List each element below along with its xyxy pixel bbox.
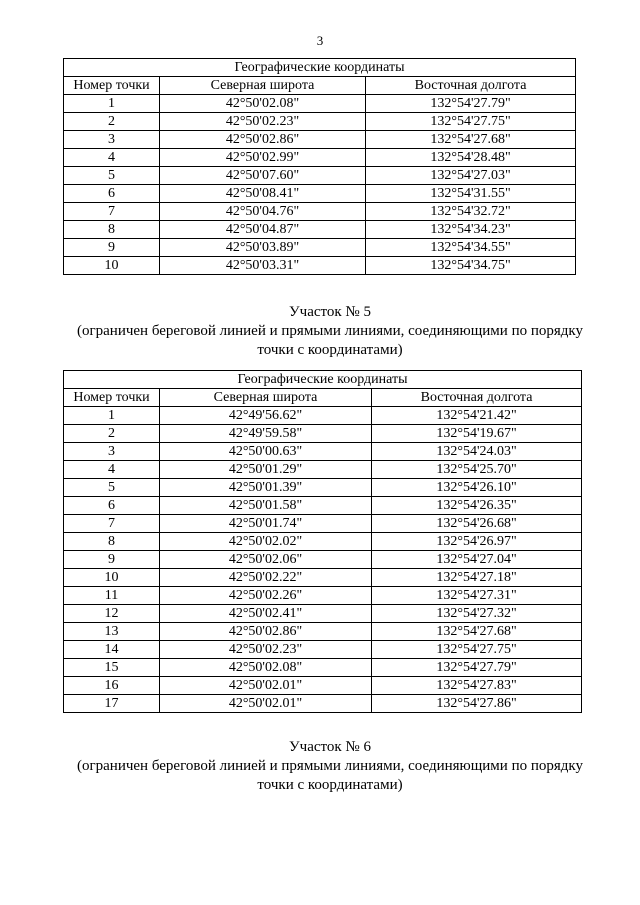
column-header-latitude: Северная широта (160, 77, 366, 95)
table-row (64, 407, 582, 425)
table-row (64, 185, 576, 203)
point-number-cell: 10 (64, 257, 160, 275)
table-row (64, 221, 576, 239)
table-row (64, 515, 582, 533)
point-number-cell: 17 (64, 695, 160, 713)
section-description-line: точки с координатами) (257, 342, 403, 358)
latitude-cell: 42°50'02.99" (160, 149, 366, 167)
column-header-longitude: Восточная долгота (366, 77, 576, 95)
table-row (64, 131, 576, 149)
latitude-cell: 42°50'02.86" (160, 131, 366, 149)
page-number: 3 (316, 33, 324, 48)
latitude-cell: 42°50'01.58" (160, 497, 372, 515)
table-row (64, 695, 582, 713)
table-row (64, 623, 582, 641)
coordinates-table-1 (63, 58, 576, 275)
table-row (64, 605, 582, 623)
point-number-cell: 12 (64, 605, 160, 623)
point-number-cell: 8 (64, 221, 160, 239)
table-row (64, 659, 582, 677)
longitude-cell: 132°54'34.55" (366, 239, 576, 257)
latitude-cell: 42°50'02.01" (160, 677, 372, 695)
latitude-cell: 42°50'03.89" (160, 239, 366, 257)
longitude-cell: 132°54'25.70" (372, 461, 582, 479)
latitude-cell: 42°50'04.76" (160, 203, 366, 221)
section-description-line: (ограничен береговой линией и прямыми линиями, соединяющими по порядку (76, 323, 583, 339)
table-row (64, 95, 576, 113)
point-number-cell: 2 (64, 425, 160, 443)
column-header-latitude: Северная широта (160, 389, 372, 407)
table-row (64, 425, 582, 443)
longitude-cell: 132°54'27.31" (372, 587, 582, 605)
latitude-cell: 42°50'00.63" (160, 443, 372, 461)
table-group-header: Географические координаты (64, 371, 582, 389)
point-number-cell: 9 (64, 239, 160, 257)
latitude-cell: 42°50'01.74" (160, 515, 372, 533)
longitude-cell: 132°54'34.75" (366, 257, 576, 275)
longitude-cell: 132°54'27.79" (366, 95, 576, 113)
point-number-cell: 4 (64, 461, 160, 479)
longitude-cell: 132°54'26.35" (372, 497, 582, 515)
section-6-heading (30, 738, 630, 795)
point-number-cell: 3 (64, 443, 160, 461)
table-row (64, 497, 582, 515)
longitude-cell: 132°54'27.75" (372, 641, 582, 659)
table-row (64, 239, 576, 257)
longitude-cell: 132°54'27.32" (372, 605, 582, 623)
point-number-cell: 11 (64, 587, 160, 605)
point-number-cell: 6 (64, 497, 160, 515)
latitude-cell: 42°50'02.23" (160, 113, 366, 131)
point-number-cell: 2 (64, 113, 160, 131)
latitude-cell: 42°50'02.23" (160, 641, 372, 659)
section-5-heading (30, 303, 630, 360)
latitude-cell: 42°50'02.22" (160, 569, 372, 587)
table-row (64, 479, 582, 497)
latitude-cell: 42°50'02.41" (160, 605, 372, 623)
point-number-cell: 5 (64, 479, 160, 497)
latitude-cell: 42°50'08.41" (160, 185, 366, 203)
column-header-point: Номер точки (64, 77, 160, 95)
table-row (64, 677, 582, 695)
longitude-cell: 132°54'26.68" (372, 515, 582, 533)
latitude-cell: 42°50'02.06" (160, 551, 372, 569)
latitude-cell: 42°50'01.29" (160, 461, 372, 479)
longitude-cell: 132°54'21.42" (372, 407, 582, 425)
point-number-cell: 10 (64, 569, 160, 587)
latitude-cell: 42°50'02.08" (160, 95, 366, 113)
latitude-cell: 42°50'01.39" (160, 479, 372, 497)
table-row (64, 443, 582, 461)
longitude-cell: 132°54'27.68" (366, 131, 576, 149)
longitude-cell: 132°54'27.79" (372, 659, 582, 677)
table-row (64, 167, 576, 185)
table-row (64, 203, 576, 221)
table-row (64, 533, 582, 551)
table-body (64, 95, 576, 275)
longitude-cell: 132°54'24.03" (372, 443, 582, 461)
longitude-cell: 132°54'27.75" (366, 113, 576, 131)
longitude-cell: 132°54'32.72" (366, 203, 576, 221)
table-row (64, 551, 582, 569)
table-row (64, 257, 576, 275)
point-number-cell: 1 (64, 407, 160, 425)
point-number-cell: 16 (64, 677, 160, 695)
section-description-line: точки с координатами) (257, 777, 403, 793)
point-number-cell: 4 (64, 149, 160, 167)
table-row (64, 569, 582, 587)
point-number-cell: 13 (64, 623, 160, 641)
latitude-cell: 42°49'59.58" (160, 425, 372, 443)
latitude-cell: 42°50'02.86" (160, 623, 372, 641)
longitude-cell: 132°54'34.23" (366, 221, 576, 239)
point-number-cell: 15 (64, 659, 160, 677)
longitude-cell: 132°54'26.10" (372, 479, 582, 497)
point-number-cell: 1 (64, 95, 160, 113)
table-body (64, 407, 582, 713)
table-group-header: Географические координаты (64, 59, 576, 77)
table-row (64, 461, 582, 479)
latitude-cell: 42°49'56.62" (160, 407, 372, 425)
table-row (64, 641, 582, 659)
latitude-cell: 42°50'02.08" (160, 659, 372, 677)
longitude-cell: 132°54'27.68" (372, 623, 582, 641)
latitude-cell: 42°50'02.02" (160, 533, 372, 551)
point-number-cell: 3 (64, 131, 160, 149)
longitude-cell: 132°54'27.04" (372, 551, 582, 569)
longitude-cell: 132°54'26.97" (372, 533, 582, 551)
table-row (64, 587, 582, 605)
longitude-cell: 132°54'28.48" (366, 149, 576, 167)
coordinates-table-2 (63, 370, 582, 713)
column-header-longitude: Восточная долгота (372, 389, 582, 407)
point-number-cell: 8 (64, 533, 160, 551)
longitude-cell: 132°54'27.83" (372, 677, 582, 695)
point-number-cell: 7 (64, 203, 160, 221)
table-row (64, 113, 576, 131)
latitude-cell: 42°50'02.26" (160, 587, 372, 605)
longitude-cell: 132°54'27.03" (366, 167, 576, 185)
point-number-cell: 7 (64, 515, 160, 533)
latitude-cell: 42°50'07.60" (160, 167, 366, 185)
latitude-cell: 42°50'04.87" (160, 221, 366, 239)
point-number-cell: 14 (64, 641, 160, 659)
section-description-line: (ограничен береговой линией и прямыми линиями, соединяющими по порядку (76, 758, 583, 774)
point-number-cell: 9 (64, 551, 160, 569)
longitude-cell: 132°54'19.67" (372, 425, 582, 443)
longitude-cell: 132°54'27.86" (372, 695, 582, 713)
latitude-cell: 42°50'02.01" (160, 695, 372, 713)
column-header-point: Номер точки (64, 389, 160, 407)
table-row (64, 149, 576, 167)
latitude-cell: 42°50'03.31" (160, 257, 366, 275)
section-title: Участок № 6 (289, 739, 371, 755)
point-number-cell: 5 (64, 167, 160, 185)
longitude-cell: 132°54'31.55" (366, 185, 576, 203)
longitude-cell: 132°54'27.18" (372, 569, 582, 587)
section-title: Участок № 5 (289, 304, 371, 320)
point-number-cell: 6 (64, 185, 160, 203)
